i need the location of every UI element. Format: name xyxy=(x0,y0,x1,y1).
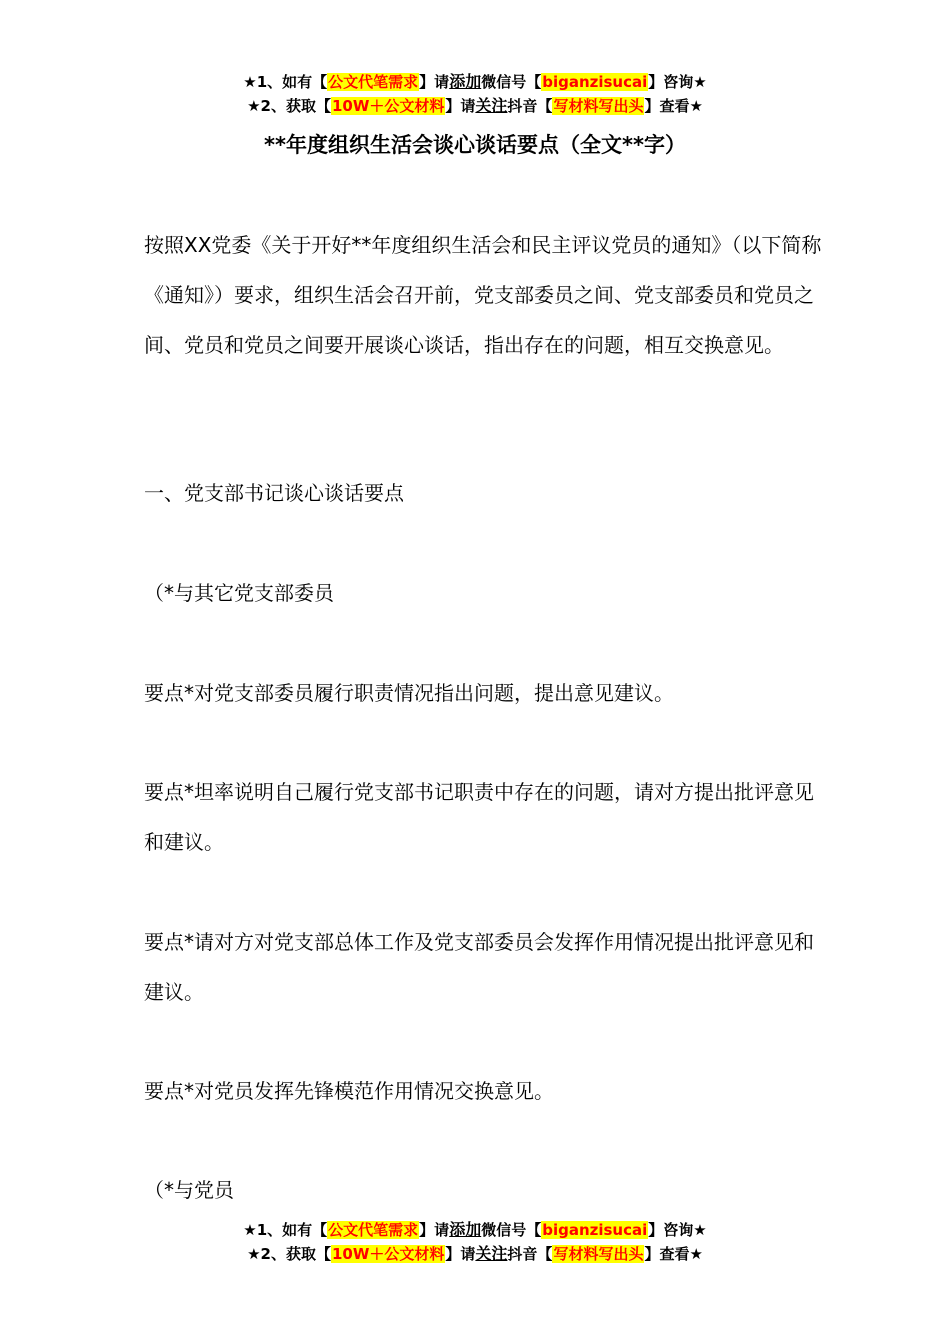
highlight-wechat-id: biganzisucai xyxy=(542,73,648,91)
emphasis-follow: 关注 xyxy=(475,96,508,115)
highlight-service: 公文代笔需求 xyxy=(328,1221,419,1239)
banner-text: 】咨询★ xyxy=(648,1221,707,1239)
banner-text: 】查看★ xyxy=(644,97,703,115)
highlight-service: 公文代笔需求 xyxy=(328,73,419,91)
banner-text: 抖音【 xyxy=(507,97,553,115)
point-paragraph: 要点*坦率说明自己履行党支部书记职责中存在的问题，请对方提出批评意见和建议。 xyxy=(144,780,814,854)
banner-text: 】咨询★ xyxy=(648,73,707,91)
point-paragraph: 要点*对党员发挥先锋模范作用情况交换意见。 xyxy=(144,1079,554,1103)
banner-line-2 xyxy=(0,94,950,118)
emphasis-follow: 关注 xyxy=(475,1244,508,1263)
section-heading: 一、党支部书记谈心谈话要点 xyxy=(144,481,404,505)
highlight-douyin: 写材料写出头 xyxy=(553,1245,644,1263)
banner-text: 】请 xyxy=(419,73,450,91)
banner-text: 】查看★ xyxy=(644,1245,703,1263)
banner-text: 微信号【 xyxy=(481,1221,542,1239)
point-paragraph: 要点*请对方对党支部总体工作及党支部委员会发挥作用情况提出批评意见和建议。 xyxy=(144,930,814,1004)
subsection-heading: （*与党员 xyxy=(144,1178,234,1202)
banner-line-1 xyxy=(0,70,950,94)
banner-text: 抖音【 xyxy=(507,1245,553,1263)
emphasis-add: 添加 xyxy=(449,1220,482,1239)
intro-paragraph: 按照XX党委《关于开好**年度组织生活会和民主评议党员的通知》（以下简称《通知》）要求，组织生活会召开前，党支部委员之间、党支部委员和党员之间、党员和党员之间要开展谈心谈话，指出存在的问题，相互交换意见。 xyxy=(144,233,822,357)
highlight-douyin: 写材料写出头 xyxy=(553,97,644,115)
banner-text: ★1、如有【 xyxy=(243,73,328,91)
document-title: **年度组织生活会谈心谈话要点（全文**字） xyxy=(264,133,686,157)
banner-text: 微信号【 xyxy=(481,73,542,91)
banner-line-2 xyxy=(0,1242,950,1266)
highlight-materials: 10W＋公文材料 xyxy=(331,97,445,115)
bottom-banner xyxy=(0,1218,950,1266)
banner-text: ★1、如有【 xyxy=(243,1221,328,1239)
banner-text: 】请 xyxy=(419,1221,450,1239)
point-paragraph: 要点*对党支部委员履行职责情况指出问题，提出意见建议。 xyxy=(144,681,674,705)
banner-text: 】请 xyxy=(445,97,476,115)
highlight-materials: 10W＋公文材料 xyxy=(331,1245,445,1263)
top-banner xyxy=(0,70,950,118)
highlight-wechat-id: biganzisucai xyxy=(542,1221,648,1239)
subsection-heading: （*与其它党支部委员 xyxy=(144,581,334,605)
emphasis-add: 添加 xyxy=(449,72,482,91)
banner-line-1 xyxy=(0,1218,950,1242)
banner-text: 】请 xyxy=(445,1245,476,1263)
banner-text: ★2、获取【 xyxy=(247,1245,331,1263)
banner-text: ★2、获取【 xyxy=(247,97,331,115)
